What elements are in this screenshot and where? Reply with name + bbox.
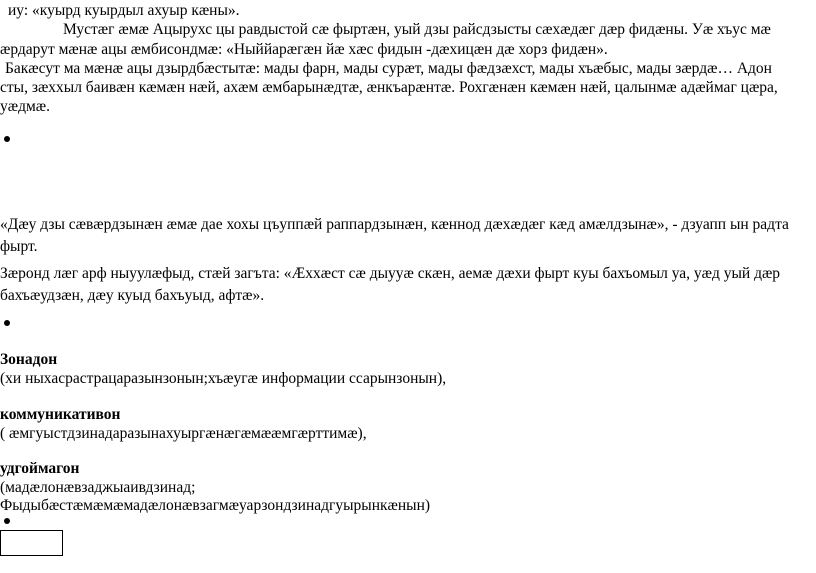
text-line: сты, зæххыл баивæн кæмæн нæй, ахæм æмбарынæдтæ, æнкъарæнтæ. Рохгæнæн кæмæн нæй, цалынмæ адæймаг цæра, [0, 79, 778, 96]
bullet-icon [4, 136, 10, 142]
text-line: Мустæг æмæ Ацырухс цы равдыстой сæ фыртæн, уый дзы райсдзысты сæхæдæг дæр фидæны. Уæ хъус мæ [63, 21, 771, 38]
text-line: фырт. [0, 238, 38, 255]
empty-text-box[interactable] [0, 530, 63, 556]
section-text: Фыдыбæстæмæмæмадæлонæвзагмæуарзондзинадгуырынкæнын) [0, 497, 431, 514]
section-title: удгоймагон [0, 460, 80, 477]
section-text: (мадæлонæвзаджыаивдзинад; [0, 479, 196, 496]
text-line: Зæронд лæг арф ныуулæфыд, стæй загъта: «Æххæст сæ дыууæ скæн, аемæ дæхи фырт куы бахъомыл уа, уæд уый дæр [0, 265, 781, 282]
text-line: «Дæу дзы сæвæрдзынæн æмæ дае хохы цъуппæй раппардзынæн, кæннод дæхæдæг кæд амæлдзынæ», - дзуапп ын радта [0, 216, 789, 233]
text-line: иу: «куырд куырдыл ахуыр кæны». [8, 2, 240, 19]
section-title: коммуникативон [0, 406, 121, 423]
section-text: (хи ныхасрастрацаразынзонын;хъæугæ информации ссарынзонын), [0, 370, 447, 387]
section-title: Зонадон [0, 351, 58, 368]
text-line: æрдарут мæнæ ацы æмбисондмæ: «Ныййарæгæн йæ хæс фидын -дæхицæн дæ хорз фидæн». [0, 41, 608, 58]
text-line: бахъæудзæн, дæу куыд бахъуыд, афтæ». [0, 287, 265, 304]
text-line: уæдмæ. [0, 98, 50, 115]
bullet-icon [4, 320, 10, 326]
bullet-icon [4, 518, 10, 524]
text-line: Бакæсут ма мæнæ ацы дзырдбæстытæ: мады фарн, мады сурæт, мады фæдзæхст, мады хъæбыс, мады зæрдæ… Адон [5, 60, 772, 77]
section-text: ( æмгуыстдзинадаразынахуыргæнæгæмææмгæрттимæ), [0, 425, 367, 442]
